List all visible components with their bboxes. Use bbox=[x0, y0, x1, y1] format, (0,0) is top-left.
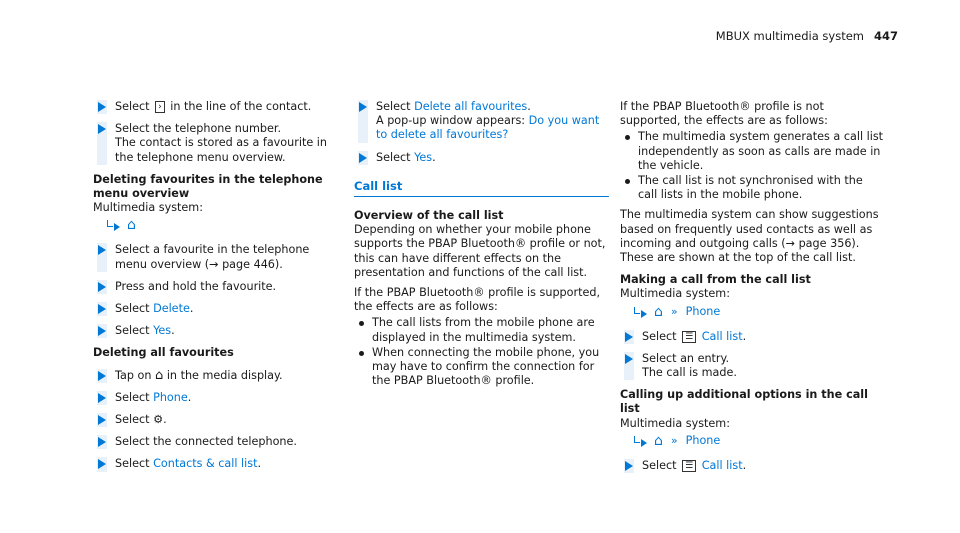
step: Press and hold the favourite. bbox=[93, 280, 343, 294]
paragraph: If the PBAP Bluetooth® profile is not supported, the effects are as follows: bbox=[620, 100, 828, 128]
step: Select Delete all favourites. A pop-up window appears: Do you want to delete all favourites? bbox=[354, 100, 609, 143]
step-arrow-icon bbox=[625, 354, 633, 364]
step: Select ☰ Call list. bbox=[620, 330, 885, 344]
list-item: The call lists from the mobile phone are displayed in the multimedia system. bbox=[354, 316, 609, 344]
step-arrow-icon bbox=[98, 326, 106, 336]
step-arrow-icon bbox=[625, 461, 633, 471]
phone-option: Phone bbox=[153, 390, 188, 404]
paragraph: Depending on whether your mobile phone supports the PBAP Bluetooth® profile or not, this can have different effects on the presentation and functions of the call list. bbox=[354, 223, 606, 279]
bullet-list bbox=[354, 316, 609, 388]
step: Select Phone. bbox=[93, 391, 343, 405]
section-heading: Deleting all favourites bbox=[93, 346, 234, 360]
step: Select the connected telephone. bbox=[93, 435, 343, 449]
step-arrow-icon bbox=[98, 371, 106, 381]
step-arrow-icon bbox=[359, 153, 367, 163]
section-title: Call list bbox=[354, 179, 609, 197]
call-list-icon: ☰ bbox=[682, 460, 696, 472]
path-arrow-icon bbox=[634, 436, 646, 446]
step: Tap on ⌂ in the media display. bbox=[93, 369, 343, 383]
page-header bbox=[716, 29, 898, 43]
home-icon: ⌂ bbox=[155, 367, 164, 383]
step: Select Yes. bbox=[354, 151, 609, 165]
step: Select › in the line of the contact. bbox=[93, 100, 343, 114]
path-arrow-icon bbox=[107, 220, 119, 230]
step: Select an entry. The call is made. bbox=[620, 352, 885, 380]
delete-all-favourites-option: Delete all favourites bbox=[414, 100, 528, 113]
multimedia-system-label: Multimedia system: bbox=[620, 416, 730, 430]
step-arrow-icon bbox=[98, 245, 106, 255]
section-heading: Overview of the call list bbox=[354, 209, 504, 223]
step-arrow-icon bbox=[98, 459, 106, 469]
double-chevron-icon: » bbox=[670, 433, 675, 447]
step: Select Yes. bbox=[93, 324, 343, 338]
step-arrow-icon bbox=[98, 102, 106, 112]
paragraph: If the PBAP Bluetooth® profile is supported, the effects are as follows: bbox=[354, 286, 601, 314]
step-arrow-icon bbox=[98, 393, 106, 403]
phone-option: Phone bbox=[685, 304, 721, 318]
delete-option: Delete bbox=[153, 302, 190, 316]
column-2 bbox=[354, 100, 609, 390]
column-1 bbox=[93, 100, 343, 480]
home-icon: ⌂ bbox=[127, 217, 136, 234]
phone-option: Phone bbox=[685, 433, 721, 447]
chevron-right-icon: › bbox=[155, 101, 165, 113]
section-heading: Deleting favourites in the telephone menu overview bbox=[93, 172, 323, 201]
step-arrow-icon bbox=[98, 437, 106, 447]
step: Select ☰ Call list. bbox=[620, 459, 885, 473]
list-item: The call list is not synchronised with the call lists in the mobile phone. bbox=[620, 174, 885, 202]
column-3 bbox=[620, 100, 885, 481]
paragraph: The multimedia system can show suggestions based on frequently used contacts as well as incoming and outgoing calls (→ page 356). These are shown at the top of the call list. bbox=[620, 208, 879, 265]
section-heading: Calling up additional options in the call list bbox=[620, 388, 868, 416]
multimedia-system-label: Multimedia system: bbox=[93, 201, 203, 215]
step: Select Contacts & call list. bbox=[93, 457, 343, 471]
call-list-option: Call list bbox=[701, 329, 743, 343]
yes-option: Yes bbox=[414, 150, 433, 164]
yes-option: Yes bbox=[153, 324, 172, 338]
contacts-call-list-option: Contacts & call list bbox=[153, 457, 258, 471]
step-arrow-icon bbox=[98, 124, 106, 134]
page-number: 447 bbox=[873, 29, 898, 43]
home-icon: ⌂ bbox=[654, 432, 663, 449]
gear-icon: ⚙ bbox=[153, 413, 164, 427]
menu-path bbox=[620, 304, 885, 320]
call-list-option: Call list bbox=[701, 458, 743, 472]
step-arrow-icon bbox=[98, 282, 106, 292]
step-arrow-icon bbox=[359, 102, 367, 112]
call-list-icon: ☰ bbox=[682, 331, 696, 343]
popup-message: Do you want to delete all favourites? bbox=[376, 114, 600, 142]
page-title: MBUX multimedia system bbox=[715, 29, 864, 43]
list-item: The multimedia system generates a call list independently as soon as calls are made in the vehicle. bbox=[620, 130, 885, 173]
step-arrow-icon bbox=[98, 415, 106, 425]
step-arrow-icon bbox=[625, 332, 633, 342]
double-chevron-icon: » bbox=[670, 304, 675, 318]
menu-path bbox=[93, 217, 343, 233]
menu-path bbox=[620, 433, 885, 449]
path-arrow-icon bbox=[634, 307, 646, 317]
home-icon: ⌂ bbox=[654, 303, 663, 320]
step: Select Delete. bbox=[93, 302, 343, 316]
section-heading: Making a call from the call list bbox=[620, 273, 811, 287]
multimedia-system-label: Multimedia system: bbox=[620, 287, 730, 301]
step: Select a favourite in the telephone menu overview (→ page 446). bbox=[93, 243, 343, 271]
step-arrow-icon bbox=[98, 304, 106, 314]
step: Select the telephone number. The contact is stored as a favourite in the telephone menu overview. bbox=[93, 122, 343, 165]
bullet-list bbox=[620, 130, 885, 202]
step: Select ⚙. bbox=[93, 413, 343, 427]
list-item: When connecting the mobile phone, you may have to confirm the connection for the PBAP Bluetooth® profile. bbox=[354, 346, 609, 389]
